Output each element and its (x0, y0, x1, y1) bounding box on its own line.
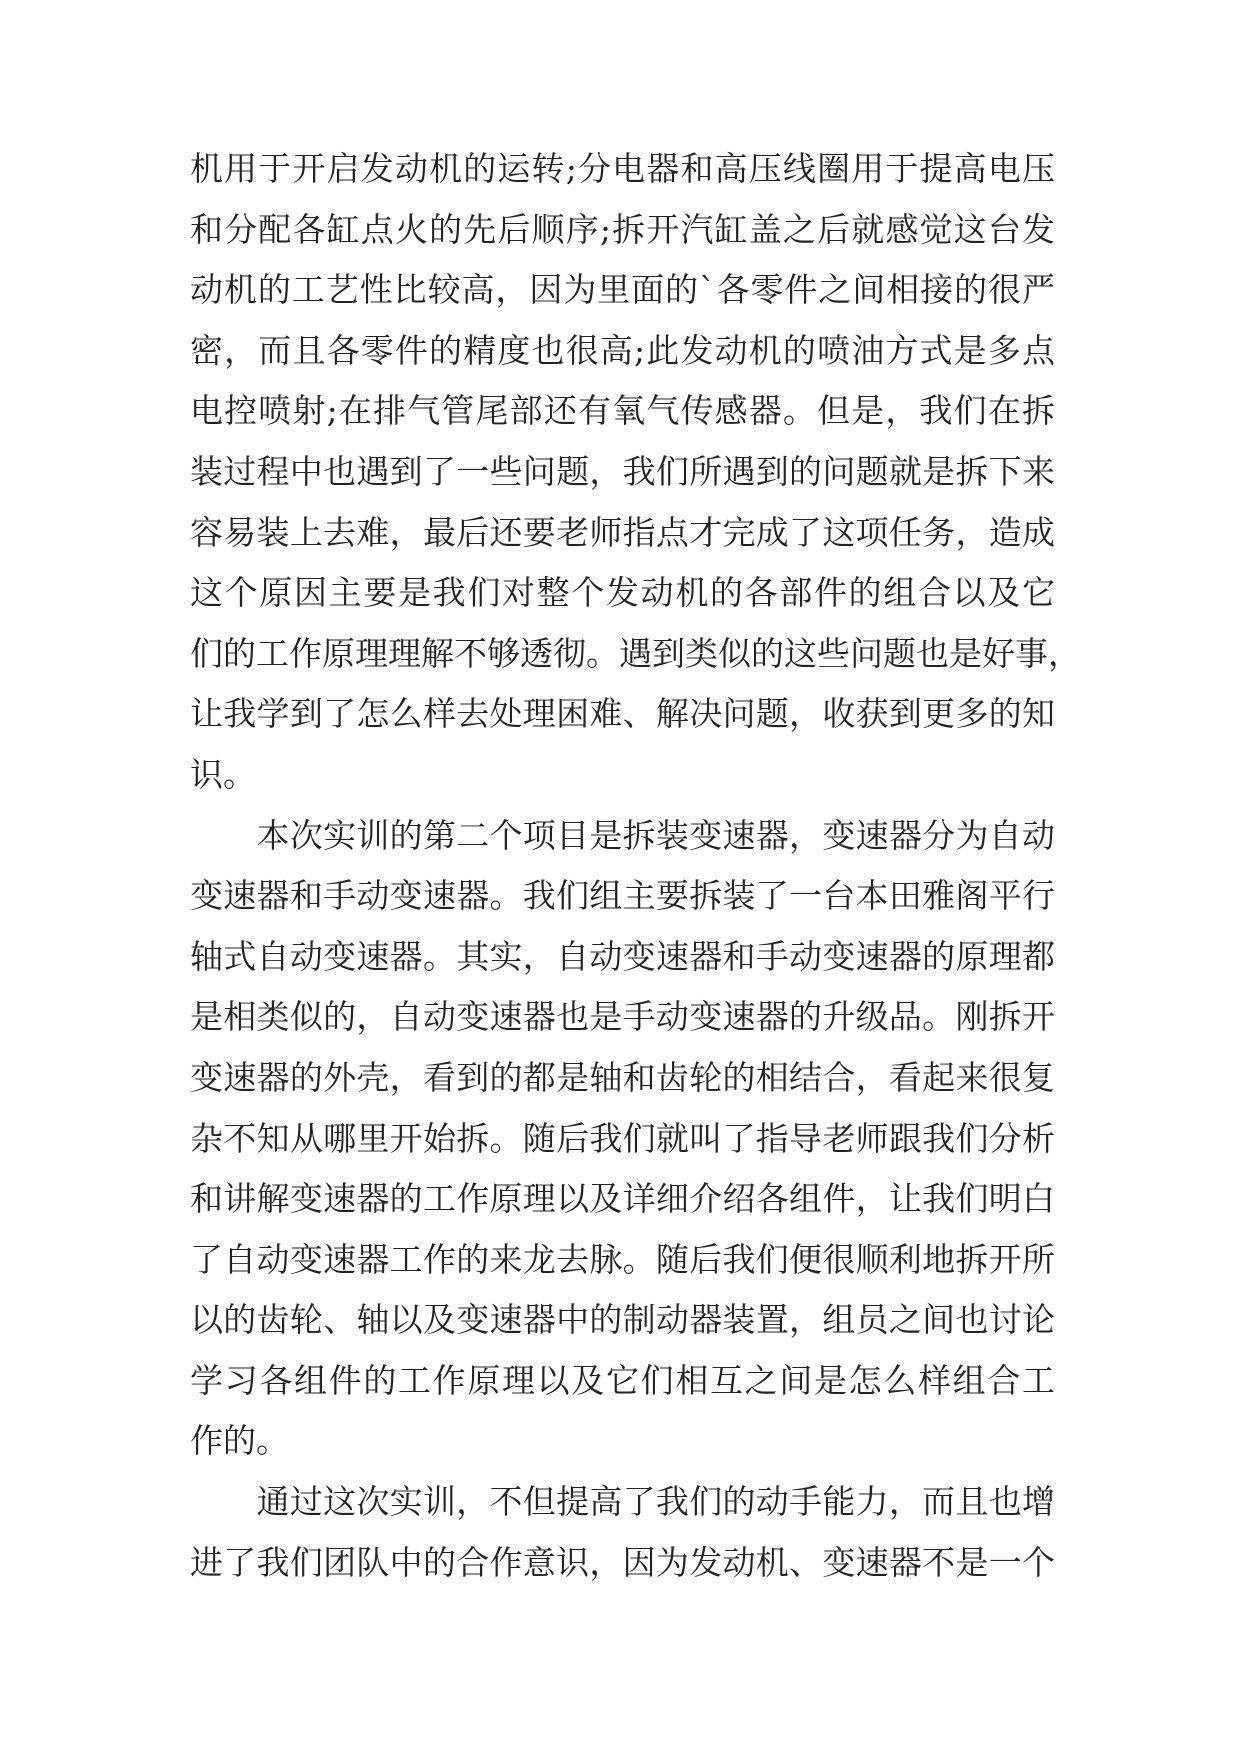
text-line: 密，而且各零件的精度也很高;此发动机的喷油方式是多点 (190, 330, 1055, 370)
text-line: 这个原因主要是我们对整个发动机的各部件的组合以及它 (190, 573, 1055, 613)
text-line: 变速器和手动变速器。我们组主要拆装了一台本田雅阁平行 (190, 876, 1055, 916)
text-line: 们的工作原理理解不够透彻。遇到类似的这些问题也是好事， (190, 633, 1081, 673)
paragraph-end-line: 作的。 (190, 1421, 289, 1461)
text-line: 是相类似的，自动变速器也是手动变速器的升级品。刚拆开 (190, 997, 1055, 1037)
text-line: 杂不知从哪里开始拆。随后我们就叫了指导老师跟我们分析 (190, 1118, 1055, 1158)
document-body (190, 139, 1081, 1593)
text-line: 和讲解变速器的工作原理以及详细介绍各组件，让我们明白 (190, 1179, 1055, 1219)
paragraph-end-line: 识。 (190, 754, 256, 794)
text-line: 装过程中也遇到了一些问题，我们所遇到的问题就是拆下来 (190, 451, 1055, 491)
text-line: 电控喷射;在排气管尾部还有氧气传感器。但是，我们在拆 (190, 391, 1055, 431)
text-line: 机用于开启发动机的运转;分电器和高压线圈用于提高电压 (190, 149, 1055, 188)
text-line: 和分配各缸点火的先后顺序;拆开汽缸盖之后就感觉这台发 (190, 209, 1055, 249)
text-line: 轴式自动变速器。其实，自动变速器和手动变速器的原理都 (190, 936, 1055, 976)
text-line: 以的齿轮、轴以及变速器中的制动器装置，组员之间也讨论 (190, 1300, 1055, 1340)
text-line: 学习各组件的工作原理以及它们相互之间是怎么样组合工 (190, 1360, 1055, 1400)
text-line: 动机的工艺性比较高，因为里面的`各零件之间相接的很严 (190, 270, 1055, 310)
text-line: 让我学到了怎么样去处理困难、解决问题，收获到更多的知 (190, 694, 1055, 734)
text-line: 变速器的外壳，看到的都是轴和齿轮的相结合，看起来很复 (190, 1057, 1055, 1097)
paragraph-start-line: 本次实训的第二个项目是拆装变速器，变速器分为自动 (190, 815, 1055, 855)
text-line: 容易装上去难，最后还要老师指点才完成了这项任务，造成 (190, 512, 1055, 552)
text-line: 进了我们团队中的合作意识，因为发动机、变速器不是一个 (190, 1542, 1055, 1582)
paragraph-start-line: 通过这次实训，不但提高了我们的动手能力，而且也增 (190, 1482, 1055, 1522)
text-line: 了自动变速器工作的来龙去脉。随后我们便很顺利地拆开所 (190, 1239, 1055, 1279)
